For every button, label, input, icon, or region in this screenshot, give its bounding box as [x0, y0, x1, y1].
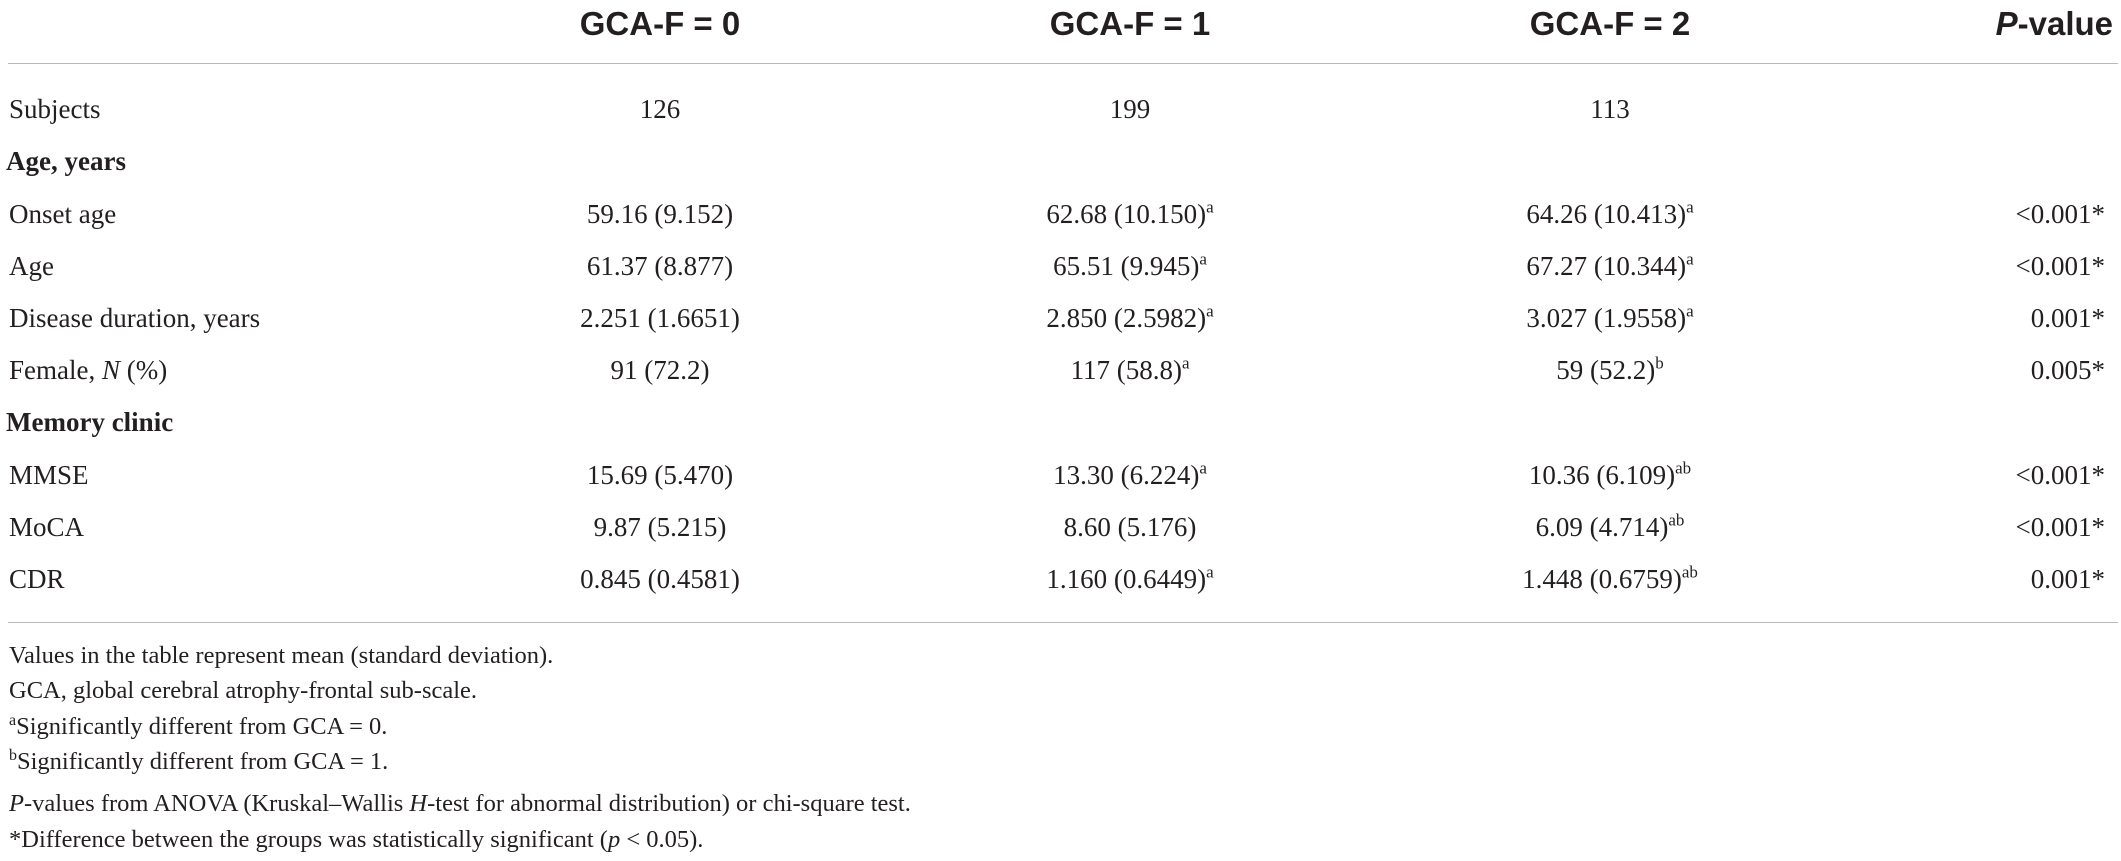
- cell-gca-1: 199: [1109, 94, 1151, 124]
- footnote-mark: b: [9, 747, 17, 765]
- section-heading-memory-clinic: Memory clinic: [6, 407, 174, 437]
- cell-gca-1: 2.850 $(2.5982)^a$: [1046, 301, 1214, 333]
- footnote-significance: *Difference between the groups was statistically significant (p < 0.05).: [9, 826, 704, 853]
- table-row-subjects: [0, 89, 2121, 129]
- table-row-age: [0, 246, 2121, 286]
- cell-gca-2: 67.27 $(10.344)^a$: [1526, 249, 1694, 281]
- cell-p-value: <0.001*: [2015, 251, 2105, 281]
- cell-p-value: 0.001*: [2030, 564, 2105, 594]
- superscript-mark: b: [1655, 353, 1664, 373]
- row-label: MoCA: [9, 512, 85, 542]
- cell-p-value: 0.005*: [2030, 355, 2105, 385]
- superscript-mark: a: [1206, 562, 1214, 582]
- cell-gca-0: 0.845 (0.4581): [580, 564, 740, 594]
- cell-gca-0: 15.69 (5.470): [586, 460, 734, 490]
- row-label: Disease duration, years: [9, 303, 261, 333]
- footnote-gca: GCA, global cerebral atrophy-frontal sub-scale.: [9, 677, 478, 704]
- cell-gca-0: 9.87 (5.215): [593, 512, 727, 542]
- table-row-onset-age: [0, 194, 2121, 234]
- superscript-mark: ab: [1681, 562, 1698, 582]
- superscript-mark: a: [1199, 458, 1207, 478]
- footnote-values: Values in the table represent mean (standard deviation).: [9, 642, 554, 669]
- footnote-p-values: P-values from ANOVA (Kruskal–Wallis H-test for abnormal distribution) or chi-square test.: [9, 790, 911, 817]
- row-label: Age: [9, 251, 54, 281]
- header-gca-f-1: GCA-F = 1: [1049, 5, 1211, 42]
- header-p-value: P-value: [1995, 5, 2113, 42]
- cell-gca-2: 59 $(52.2)^b$: [1556, 353, 1664, 385]
- header-gca-f-0: GCA-F = 0: [579, 5, 741, 42]
- cell-gca-1: 8.60 (5.176): [1063, 512, 1197, 542]
- table-row-moca: [0, 507, 2121, 547]
- cell-gca-0: 91 (72.2): [610, 355, 710, 385]
- row-label: Onset age: [9, 199, 117, 229]
- table-row-disease-duration: [0, 298, 2121, 338]
- cell-gca-2: 64.26 $(10.413)^a$: [1526, 197, 1694, 229]
- cell-gca-2: 3.027 $(1.9558)^a$: [1526, 301, 1694, 333]
- superscript-mark: a: [1206, 301, 1214, 321]
- superscript-mark: a: [1686, 197, 1694, 217]
- row-label: CDR: [9, 564, 65, 594]
- superscript-mark: a: [1686, 301, 1694, 321]
- table-row-female: [0, 350, 2121, 390]
- footnote-a: $^a$Significantly different from GCA = 0.: [9, 712, 388, 740]
- cell-gca-1: 1.160 $(0.6449)^a$: [1046, 562, 1214, 594]
- superscript-mark: a: [1181, 353, 1190, 373]
- superscript-mark: ab: [1675, 458, 1692, 478]
- row-label: Female, N (%): [9, 355, 168, 385]
- header-gca-f-2: GCA-F = 2: [1529, 5, 1691, 42]
- footer-rule: [8, 622, 2118, 623]
- cell-p-value: <0.001*: [2015, 460, 2105, 490]
- superscript-mark: a: [1206, 197, 1214, 217]
- row-label: Subjects: [9, 94, 101, 124]
- cell-gca-2: 6.09 $(4.714)^{ab}$: [1535, 510, 1685, 542]
- cell-p-value: <0.001*: [2015, 199, 2105, 229]
- cell-gca-0: 61.37 (8.877): [586, 251, 734, 281]
- footnote-b: $^b$Significantly different from GCA = 1.: [9, 747, 389, 775]
- cell-gca-0: 2.251 (1.6651): [580, 303, 740, 333]
- cell-gca-2: 10.36 $(6.109)^{ab}$: [1528, 458, 1692, 490]
- superscript-mark: ab: [1668, 510, 1685, 530]
- cell-gca-1: 13.30 $(6.224)^a$: [1053, 458, 1207, 490]
- section-heading-age: Age, years: [6, 146, 126, 176]
- cell-gca-0: 59.16 (9.152): [586, 199, 734, 229]
- cell-gca-1: 117 $(58.8)^a$: [1070, 353, 1190, 385]
- superscript-mark: a: [1199, 249, 1207, 269]
- footnote-mark: a: [9, 712, 17, 730]
- cell-gca-2: 1.448 $(0.6759)^{ab}$: [1522, 562, 1698, 594]
- header-rule: [8, 63, 2118, 64]
- cell-gca-1: 62.68 $(10.150)^a$: [1046, 197, 1214, 229]
- table-row-mmse: [0, 455, 2121, 495]
- table-row-cdr: [0, 559, 2121, 599]
- cell-gca-1: 65.51 $(9.945)^a$: [1053, 249, 1207, 281]
- superscript-mark: a: [1686, 249, 1694, 269]
- cell-gca-0: 126: [639, 94, 681, 124]
- row-label: MMSE: [9, 460, 89, 490]
- cell-p-value: <0.001*: [2015, 512, 2105, 542]
- cell-gca-2: 113: [1590, 94, 1630, 124]
- cell-p-value: 0.001*: [2030, 303, 2105, 333]
